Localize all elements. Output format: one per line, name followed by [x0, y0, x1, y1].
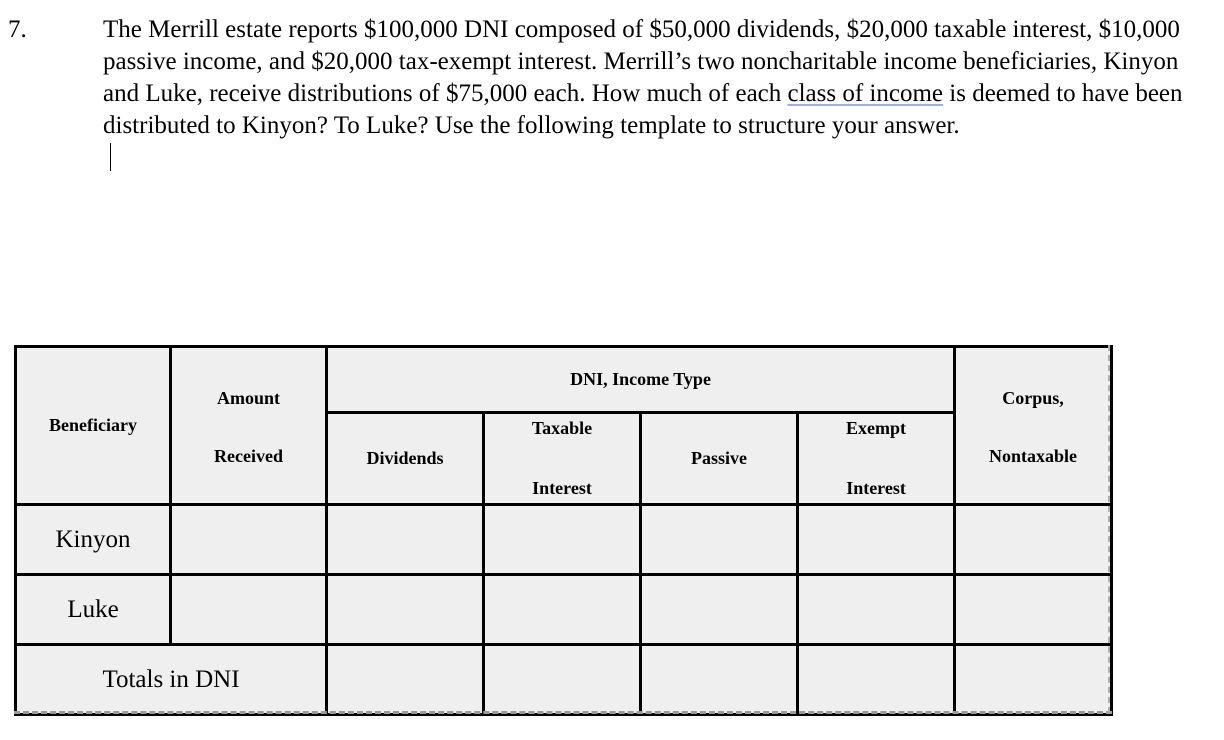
header-dividends-label: Dividends [366, 448, 444, 468]
header-beneficiary-label: Beneficiary [49, 415, 137, 435]
question-number: 7. [8, 16, 27, 43]
cell-kinyon-dividends[interactable] [327, 505, 484, 575]
cell-luke-corpus[interactable] [955, 575, 1112, 645]
cell-luke-passive[interactable] [641, 575, 798, 645]
cell-luke-amount[interactable] [171, 575, 327, 645]
row-label-kinyon: Kinyon [16, 505, 171, 575]
header-amount-line2: Received [214, 446, 283, 466]
header-passive [641, 413, 798, 505]
cell-totals-corpus[interactable] [955, 645, 1112, 715]
header-corpus-line1: Corpus, [1002, 388, 1064, 408]
cell-luke-dividends[interactable] [327, 575, 484, 645]
header-amount-received [171, 347, 327, 505]
question-text-part2: is deemed to have been distributed to Kinyon? To Luke? Use the following template to structure your answer. [103, 80, 1183, 139]
header-exempt-line1: Exempt [846, 418, 907, 438]
header-passive-label: Passive [691, 448, 747, 468]
header-exempt-line2: Interest [846, 478, 906, 498]
table-row [16, 505, 1112, 575]
header-taxable-line2: Interest [532, 478, 592, 498]
grammar-flag-underline[interactable]: class of income [787, 80, 944, 107]
table-row [16, 575, 1112, 645]
cell-totals-exempt-interest[interactable] [798, 645, 955, 715]
header-dividends [327, 413, 484, 505]
table-row [16, 645, 1112, 715]
header-exempt-interest [798, 413, 955, 505]
cell-kinyon-exempt-interest[interactable] [798, 505, 955, 575]
cell-kinyon-amount[interactable] [171, 505, 327, 575]
cell-luke-exempt-interest[interactable] [798, 575, 955, 645]
answer-template-table [14, 345, 1113, 716]
table-bottom-dashed-border [14, 711, 1112, 714]
header-taxable-line1: Taxable [531, 418, 593, 438]
header-beneficiary [16, 347, 171, 505]
cell-kinyon-taxable-interest[interactable] [484, 505, 641, 575]
table-right-dashed-border [1108, 345, 1110, 713]
header-corpus-line2: Nontaxable [989, 446, 1078, 466]
cell-totals-passive[interactable] [641, 645, 798, 715]
cell-luke-taxable-interest[interactable] [484, 575, 641, 645]
question-text-part1: The Merrill estate reports $100,000 DNI composed of $50,000 dividends, $20,000 taxable interest, $10,000 passive income, and $20,000 tax-exempt interest. Merrill’s two noncharitable income beneficiaries, Kinyon and Luke, receive distributions of $75,000 each. How much of each [103, 16, 1180, 107]
cell-kinyon-corpus[interactable] [955, 505, 1112, 575]
row-label-totals: Totals in DNI [16, 645, 327, 715]
row-label-luke: Luke [16, 575, 171, 645]
cell-totals-taxable-interest[interactable] [484, 645, 641, 715]
question-text [103, 14, 1213, 142]
cell-totals-dividends[interactable] [327, 645, 484, 715]
cell-kinyon-passive[interactable] [641, 505, 798, 575]
header-corpus-nontaxable [955, 347, 1112, 505]
header-taxable-interest [484, 413, 641, 505]
header-amount-line1: Amount [216, 388, 280, 408]
header-dni-group-label: DNI, Income Type [570, 369, 711, 389]
header-dni-income-type [327, 347, 955, 413]
text-cursor [110, 143, 111, 171]
